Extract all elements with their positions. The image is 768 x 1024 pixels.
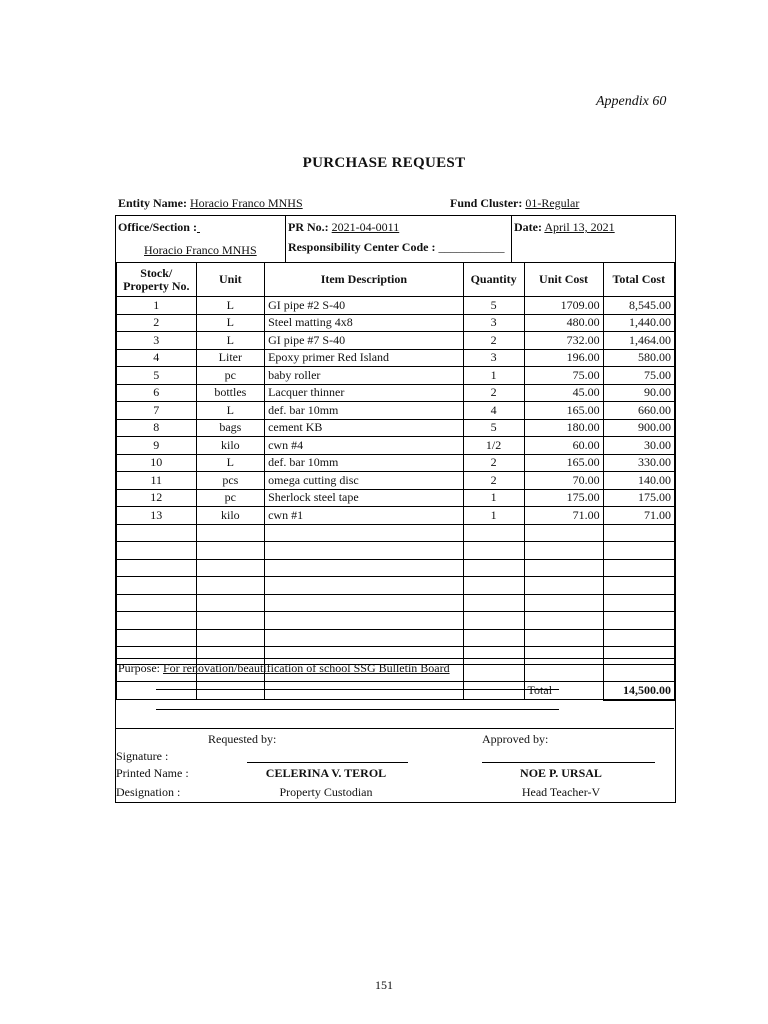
table-row — [117, 507, 675, 525]
cell-unit-cost: 60.00 — [524, 437, 603, 455]
date-value: April 13, 2021 — [544, 220, 615, 234]
cell-unit: pc — [196, 489, 265, 507]
signature-label: Signature : — [116, 749, 169, 763]
empty-cell — [117, 577, 197, 595]
cell-unit: pc — [196, 367, 265, 385]
pr-box — [286, 216, 512, 262]
empty-cell — [265, 594, 464, 612]
cell-stock-no: 6 — [117, 384, 197, 402]
empty-cell — [196, 524, 265, 542]
empty-cell — [117, 612, 197, 630]
cell-unit-cost: 165.00 — [524, 454, 603, 472]
table-row — [117, 419, 675, 437]
empty-cell — [265, 542, 464, 560]
approver-name: NOE P. URSAL — [520, 766, 602, 780]
purchase-request-form — [115, 215, 676, 803]
empty-cell — [463, 629, 524, 647]
cell-quantity: 2 — [463, 332, 524, 350]
date-label: Date: — [514, 220, 542, 234]
cell-total-cost: 90.00 — [603, 384, 674, 402]
approver-signature-line — [482, 762, 655, 763]
empty-cell — [196, 629, 265, 647]
table-row — [117, 402, 675, 420]
cell-unit-cost: 75.00 — [524, 367, 603, 385]
empty-cell — [196, 594, 265, 612]
cell-quantity: 1 — [463, 489, 524, 507]
empty-table-row — [117, 612, 675, 630]
cell-quantity: 3 — [463, 349, 524, 367]
empty-cell — [117, 524, 197, 542]
cell-quantity: 5 — [463, 419, 524, 437]
empty-cell — [196, 559, 265, 577]
cell-description: Steel matting 4x8 — [265, 314, 464, 332]
empty-cell — [463, 559, 524, 577]
cell-stock-no: 3 — [117, 332, 197, 350]
empty-cell — [524, 629, 603, 647]
empty-cell — [524, 524, 603, 542]
cell-unit-cost: 196.00 — [524, 349, 603, 367]
table-row — [117, 437, 675, 455]
empty-cell — [603, 542, 674, 560]
cell-unit-cost: 1709.00 — [524, 297, 603, 315]
cell-quantity: 3 — [463, 314, 524, 332]
cell-unit: Liter — [196, 349, 265, 367]
cell-description: def. bar 10mm — [265, 402, 464, 420]
cell-unit-cost: 71.00 — [524, 507, 603, 525]
col-header-stock: Stock/ Property No. — [117, 263, 197, 297]
cell-stock-no: 5 — [117, 367, 197, 385]
pr-no-label: PR No.: — [288, 220, 329, 234]
empty-cell — [196, 542, 265, 560]
cell-stock-no: 7 — [117, 402, 197, 420]
items-header-row — [117, 263, 675, 297]
cell-unit-cost: 165.00 — [524, 402, 603, 420]
empty-cell — [265, 524, 464, 542]
cell-total-cost: 1,440.00 — [603, 314, 674, 332]
entity-name-label: Entity Name: — [118, 196, 187, 210]
empty-cell — [524, 577, 603, 595]
cell-quantity: 4 — [463, 402, 524, 420]
office-section-box — [116, 216, 286, 262]
cell-description: cwn #1 — [265, 507, 464, 525]
table-row — [117, 349, 675, 367]
cell-unit: L — [196, 314, 265, 332]
entity-name-line — [118, 196, 303, 211]
cell-stock-no: 8 — [117, 419, 197, 437]
cell-quantity: 1 — [463, 367, 524, 385]
empty-cell — [524, 559, 603, 577]
empty-cell — [603, 577, 674, 595]
table-row — [117, 454, 675, 472]
requester-name: CELERINA V. TEROL — [265, 766, 387, 780]
col-header-unit-cost: Unit Cost — [524, 263, 603, 297]
items-body — [117, 297, 675, 700]
empty-cell — [117, 542, 197, 560]
cell-unit: L — [196, 402, 265, 420]
table-row — [117, 332, 675, 350]
col-header-unit: Unit — [196, 263, 265, 297]
total-label: Total — [524, 682, 603, 700]
cell-stock-no: 13 — [117, 507, 197, 525]
rcc-label: Responsibility Center Code : — [288, 240, 436, 254]
cell-stock-no: 12 — [117, 489, 197, 507]
approver-designation: Head Teacher-V — [521, 785, 601, 799]
col-header-total-cost: Total Cost — [603, 263, 674, 297]
empty-cell — [196, 577, 265, 595]
cell-total-cost: 8,545.00 — [603, 297, 674, 315]
empty-cell — [463, 612, 524, 630]
cell-unit: bottles — [196, 384, 265, 402]
cell-description: Epoxy primer Red Island — [265, 349, 464, 367]
purpose-label: Purpose: — [118, 661, 160, 675]
empty-table-row — [117, 594, 675, 612]
approved-by-label: Approved by: — [482, 732, 549, 746]
empty-cell — [463, 542, 524, 560]
empty-table-row — [117, 629, 675, 647]
empty-cell — [265, 629, 464, 647]
empty-cell — [265, 612, 464, 630]
cell-total-cost: 660.00 — [603, 402, 674, 420]
fund-cluster-line — [450, 196, 579, 211]
table-row — [117, 384, 675, 402]
empty-cell — [603, 612, 674, 630]
col-header-quantity: Quantity — [463, 263, 524, 297]
table-row — [117, 489, 675, 507]
cell-unit: L — [196, 454, 265, 472]
empty-cell — [117, 594, 197, 612]
table-row — [117, 314, 675, 332]
table-row — [117, 472, 675, 490]
cell-stock-no: 10 — [117, 454, 197, 472]
purpose-value: For renovation/beautification of school SSG Bulletin Board — [163, 661, 450, 675]
office-section-label: Office/Section : — [118, 220, 197, 234]
cell-quantity: 2 — [463, 384, 524, 402]
cell-unit-cost: 732.00 — [524, 332, 603, 350]
cell-unit: bags — [196, 419, 265, 437]
cell-total-cost: 1,464.00 — [603, 332, 674, 350]
empty-table-row — [117, 524, 675, 542]
printed-name-label: Printed Name : — [116, 766, 189, 780]
cell-quantity: 5 — [463, 297, 524, 315]
office-section-value: Horacio Franco MNHS — [144, 243, 257, 257]
cell-total-cost: 900.00 — [603, 419, 674, 437]
cell-unit: L — [196, 297, 265, 315]
table-row — [117, 367, 675, 385]
requester-signature-line — [247, 762, 408, 763]
document-title: PURCHASE REQUEST — [302, 155, 466, 171]
pr-no-line — [288, 220, 399, 235]
cell-total-cost: 75.00 — [603, 367, 674, 385]
signature-section — [116, 728, 674, 802]
cell-unit-cost: 45.00 — [524, 384, 603, 402]
rcc-line — [288, 240, 504, 255]
fund-cluster-label: Fund Cluster: — [450, 196, 523, 210]
cell-description: cwn #4 — [265, 437, 464, 455]
empty-cell — [196, 612, 265, 630]
pr-no-value: 2021-04-0011 — [331, 220, 400, 234]
empty-cell — [603, 629, 674, 647]
page-number: 151 — [375, 978, 393, 992]
cell-description: def. bar 10mm — [265, 454, 464, 472]
empty-cell — [463, 594, 524, 612]
cell-description: Sherlock steel tape — [265, 489, 464, 507]
appendix-label: Appendix 60 — [596, 94, 667, 109]
cell-unit-cost: 180.00 — [524, 419, 603, 437]
cell-unit: L — [196, 332, 265, 350]
date-box — [512, 216, 675, 262]
total-value: 14,500.00 — [603, 682, 674, 700]
date-line — [514, 220, 615, 235]
cell-quantity: 1 — [463, 507, 524, 525]
empty-cell — [117, 559, 197, 577]
cell-quantity: 2 — [463, 472, 524, 490]
empty-cell — [265, 577, 464, 595]
empty-table-row — [117, 577, 675, 595]
purpose-section — [116, 658, 674, 728]
table-row — [117, 297, 675, 315]
cell-total-cost: 140.00 — [603, 472, 674, 490]
items-table — [116, 262, 675, 701]
cell-description: omega cutting disc — [265, 472, 464, 490]
entity-name-value: Horacio Franco MNHS — [190, 196, 303, 210]
cell-stock-no: 11 — [117, 472, 197, 490]
fund-cluster-value: 01-Regular — [525, 196, 580, 210]
cell-description: Lacquer thinner — [265, 384, 464, 402]
purpose-line — [118, 661, 464, 676]
empty-cell — [603, 524, 674, 542]
empty-table-row — [117, 559, 675, 577]
cell-description: GI pipe #7 S-40 — [265, 332, 464, 350]
requester-designation: Property Custodian — [279, 785, 373, 799]
empty-table-row — [117, 542, 675, 560]
designation-label: Designation : — [116, 785, 181, 799]
requested-by-label: Requested by: — [208, 732, 277, 746]
rcc-value: ___________ — [438, 240, 505, 254]
cell-stock-no: 2 — [117, 314, 197, 332]
cell-total-cost: 580.00 — [603, 349, 674, 367]
cell-unit-cost: 70.00 — [524, 472, 603, 490]
cell-total-cost: 71.00 — [603, 507, 674, 525]
purpose-blank-line — [156, 689, 559, 690]
cell-unit: pcs — [196, 472, 265, 490]
empty-cell — [603, 559, 674, 577]
col-header-description: Item Description — [265, 263, 464, 297]
cell-quantity: 2 — [463, 454, 524, 472]
cell-unit: kilo — [196, 437, 265, 455]
cell-stock-no: 1 — [117, 297, 197, 315]
empty-cell — [524, 542, 603, 560]
cell-unit-cost: 480.00 — [524, 314, 603, 332]
empty-cell — [265, 559, 464, 577]
empty-cell — [463, 524, 524, 542]
empty-cell — [603, 594, 674, 612]
cell-total-cost: 175.00 — [603, 489, 674, 507]
empty-cell — [524, 612, 603, 630]
cell-unit: kilo — [196, 507, 265, 525]
empty-cell — [117, 629, 197, 647]
empty-cell — [463, 577, 524, 595]
cell-unit-cost: 175.00 — [524, 489, 603, 507]
cell-stock-no: 9 — [117, 437, 197, 455]
cell-quantity: 1/2 — [463, 437, 524, 455]
purpose-blank-line — [156, 709, 559, 710]
cell-description: GI pipe #2 S-40 — [265, 297, 464, 315]
cell-stock-no: 4 — [117, 349, 197, 367]
cell-total-cost: 330.00 — [603, 454, 674, 472]
cell-description: baby roller — [265, 367, 464, 385]
cell-description: cement KB — [265, 419, 464, 437]
empty-cell — [524, 594, 603, 612]
cell-total-cost: 30.00 — [603, 437, 674, 455]
